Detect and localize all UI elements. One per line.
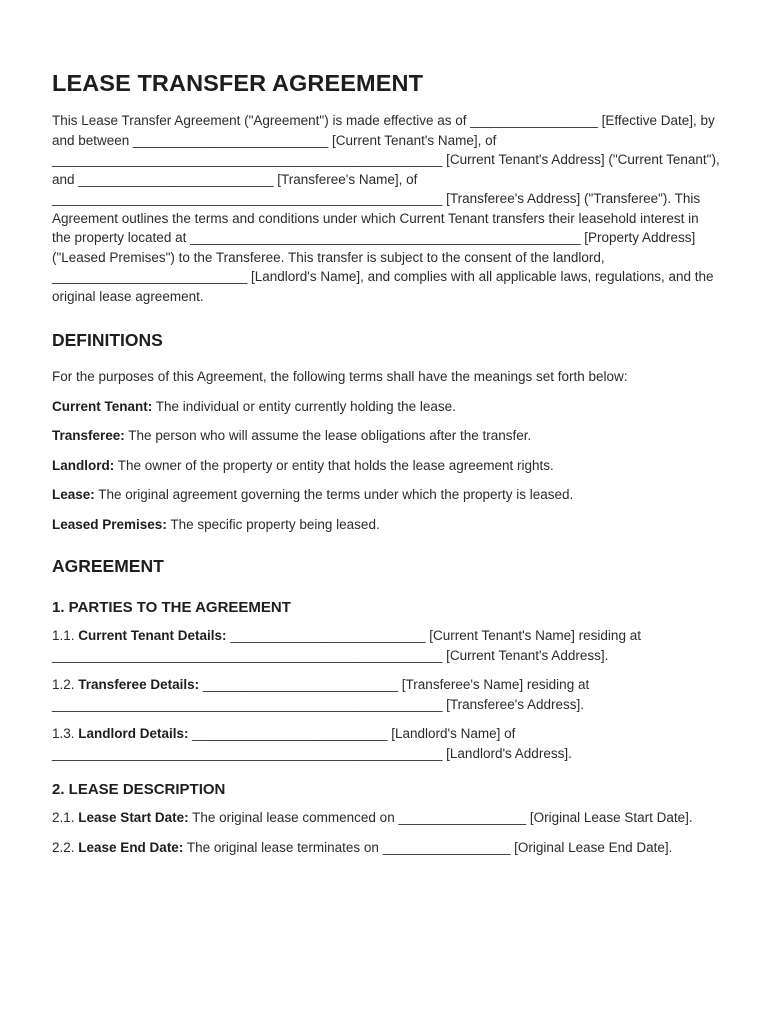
definitions-intro: For the purposes of this Agreement, the following terms shall have the meanings set forth below: xyxy=(52,369,628,384)
definition-term: Lease: xyxy=(52,487,95,502)
definition-text: The individual or entity currently holding the lease. xyxy=(152,398,456,414)
clause-item xyxy=(52,675,720,714)
clause-text: __________________________ [Transferee's Name] residing at ____________________________________________________ [Transferee's Address]. xyxy=(52,677,590,712)
definition-text: The original agreement governing the terms under which the property is leased. xyxy=(94,487,574,502)
section-lease-description xyxy=(52,781,720,857)
clause-text: __________________________ [Current Tenant's Name] residing at ____________________________________________________ [Current Tenant's Address]. xyxy=(52,628,641,663)
clause-term: Lease End Date: xyxy=(78,839,184,855)
definition-item xyxy=(52,485,720,505)
clause-number: 2.2. xyxy=(52,839,79,855)
definition-term: Landlord: xyxy=(52,457,115,473)
definition-term: Current Tenant: xyxy=(52,398,153,414)
clause-number: 2.1. xyxy=(52,810,79,825)
clause-number: 1.3. xyxy=(52,726,79,741)
clause-item xyxy=(52,626,720,665)
document-title: LEASE TRANSFER AGREEMENT xyxy=(52,70,424,96)
definition-text: The owner of the property or entity that holds the lease agreement rights. xyxy=(114,457,554,473)
section-parties xyxy=(52,599,720,763)
intro-paragraph: This Lease Transfer Agreement ("Agreement") is made effective as of _________________ [Effective Date], by and between __________________________ [Current Tenant's Name], of ____________________________________________________ [Current Tenant's Address] ("Current Tenant"), and __________________________ [Transferee's Name], of ____________________________________________________ [Transferee's Address] ("Transferee"). This Agreement outlines the terms and conditions under which Current Tenant transfers their leasehold interest in the property located at ____________________________________________________ [Property Address] ("Leased Premises") to the Transferee. This transfer is subject to the consent of the landlord, __________________________ [Landlord's Name], and complies with all applicable laws, regulations, and the original lease agreement. xyxy=(52,113,720,304)
clause-number: 1.2. xyxy=(52,677,79,692)
clause-term: Landlord Details: xyxy=(78,726,189,741)
definition-text: The specific property being leased. xyxy=(166,516,380,532)
clause-text: The original lease terminates on _________________ [Original Lease End Date]. xyxy=(183,839,673,855)
clause-term: Current Tenant Details: xyxy=(78,628,227,643)
clause-item xyxy=(52,808,720,828)
definition-item xyxy=(52,426,720,446)
clause-text: __________________________ [Landlord's Name] of ____________________________________________________ [Landlord's Address]. xyxy=(52,726,572,761)
clause-term: Transferee Details: xyxy=(78,677,200,692)
clause-item xyxy=(52,724,720,763)
definition-item xyxy=(52,456,720,476)
agreement-heading: AGREEMENT xyxy=(52,556,164,576)
definitions-section xyxy=(52,330,720,534)
definition-item xyxy=(52,515,720,535)
definition-term: Transferee: xyxy=(52,428,125,443)
definition-item xyxy=(52,397,720,417)
definitions-heading: DEFINITIONS xyxy=(52,330,163,350)
clause-number: 1.1. xyxy=(52,628,79,643)
definition-text: The person who will assume the lease obligations after the transfer. xyxy=(124,428,532,443)
definition-term: Leased Premises: xyxy=(52,516,167,532)
section-heading: 2. LEASE DESCRIPTION xyxy=(52,781,226,798)
clause-item xyxy=(52,838,720,858)
clause-text: The original lease commenced on _________________ [Original Lease Start Date]. xyxy=(188,810,693,825)
section-heading: 1. PARTIES TO THE AGREEMENT xyxy=(52,599,291,616)
clause-term: Lease Start Date: xyxy=(78,810,189,825)
